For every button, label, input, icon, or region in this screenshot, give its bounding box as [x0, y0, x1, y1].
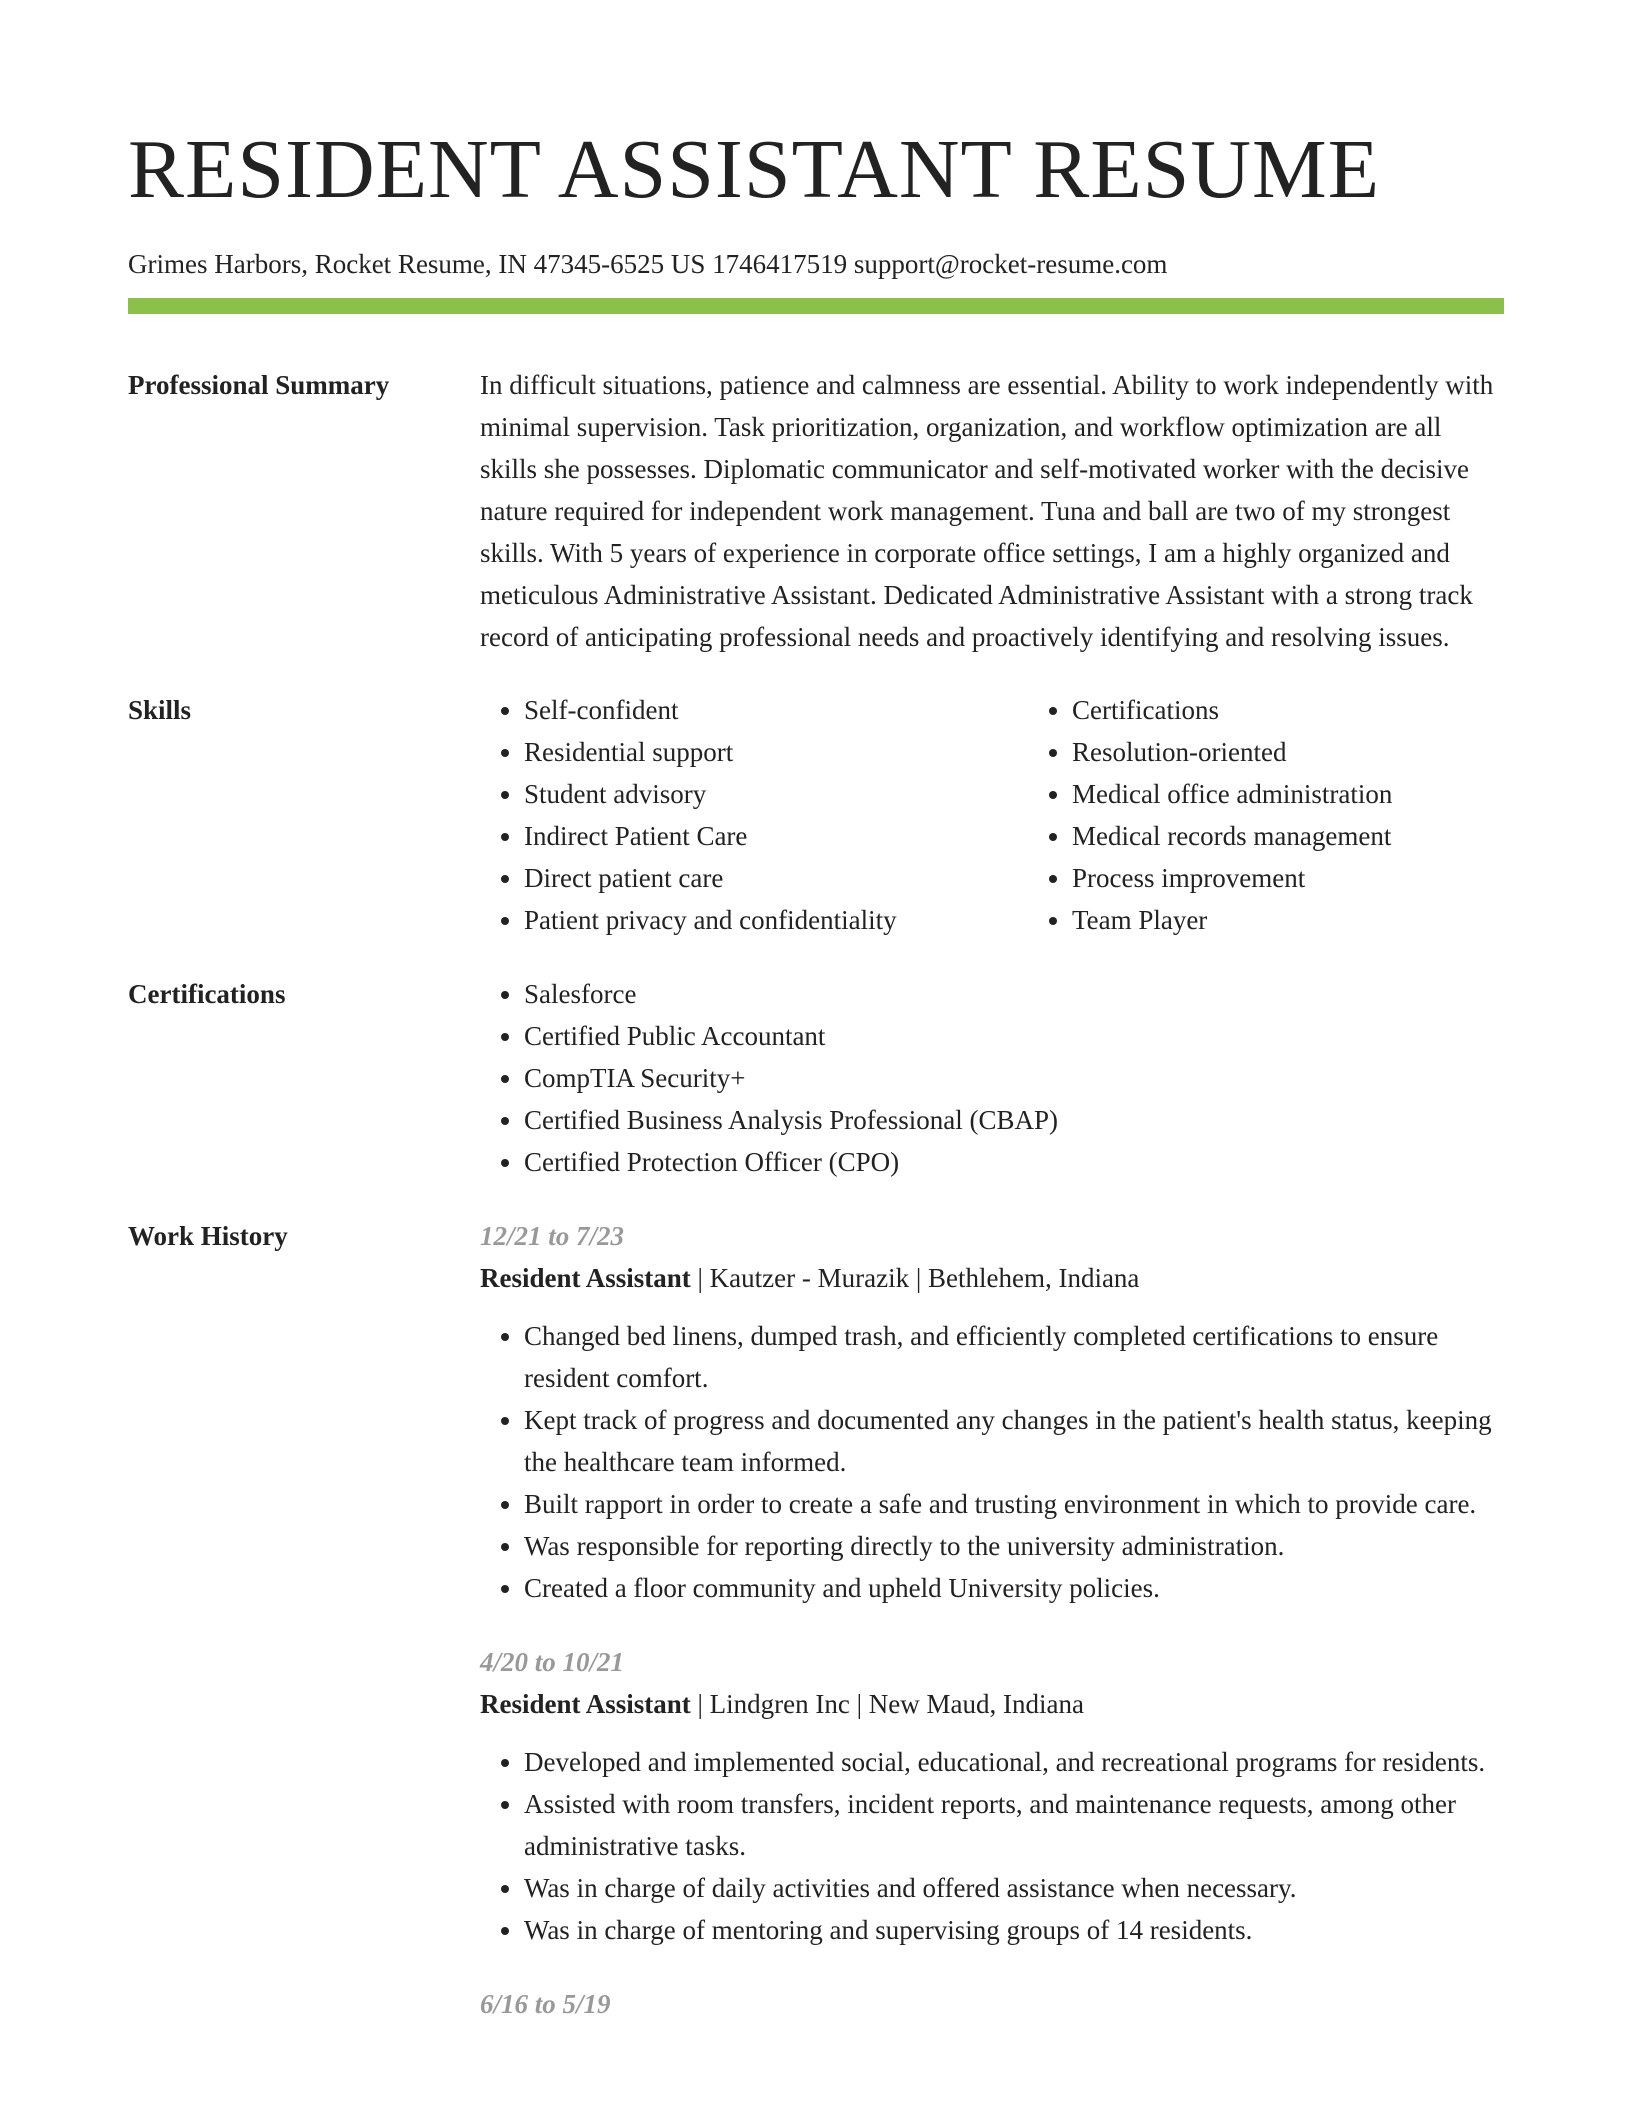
job-duty-item: • Assisted with room transfers, incident reports, and maintenance requests, among other administrative tasks. — [524, 1783, 1504, 1867]
job-employer-location: | Lindgren Inc | New Maud, Indiana — [690, 1689, 1084, 1719]
resume-page — [128, 0, 1504, 2057]
job-duties-list — [480, 1741, 1504, 1951]
section-label-summary: Professional Summary — [128, 370, 390, 400]
jobs-container — [480, 1215, 1504, 2057]
job-dates: 6/16 to 5/19 — [480, 1989, 611, 2019]
skill-item: • Patient privacy and confidentiality — [524, 899, 1028, 941]
skill-item: • Self-confident — [524, 689, 1028, 731]
certifications-list — [480, 973, 1504, 1183]
skill-item: • Certifications — [1072, 689, 1576, 731]
job-dates: 4/20 to 10/21 — [480, 1647, 625, 1677]
skill-item: • Indirect Patient Care — [524, 815, 1028, 857]
skill-item: • Direct patient care — [524, 857, 1028, 899]
job-duty-item: • Was in charge of mentoring and supervising groups of 14 residents. — [524, 1909, 1504, 1951]
job-entry — [480, 1641, 1504, 1951]
summary-text: In difficult situations, patience and calmness are essential. Ability to work independently with minimal supervision. Task prioritization, organization, and workflow optimization are all skills she possesses. Diplomatic communicator and self-motivated worker with the decisive nature required for independent work management. Tuna and ball are two of my strongest skills. With 5 years of experience in corporate office settings, I am a highly organized and meticulous Administrative Assistant. Dedicated Administrative Assistant with a strong track record of anticipating professional needs and proactively identifying and resolving issues. — [480, 370, 1494, 652]
job-heading — [480, 1257, 1504, 1299]
certification-item: • Certified Public Accountant — [524, 1015, 1504, 1057]
job-duty-item: • Built rapport in order to create a safe and trusting environment in which to provide care. — [524, 1483, 1504, 1525]
job-entry — [480, 1983, 1504, 2025]
section-label-work-history: Work History — [128, 1221, 288, 1251]
section-label-skills: Skills — [128, 695, 192, 725]
job-duty-item: • Was in charge of daily activities and offered assistance when necessary. — [524, 1867, 1504, 1909]
job-duty-item: • Changed bed linens, dumped trash, and efficiently completed certifications to ensure resident comfort. — [524, 1315, 1504, 1399]
certification-item: • CompTIA Security+ — [524, 1057, 1504, 1099]
work-history-section — [128, 1215, 1504, 2057]
section-label-certifications: Certifications — [128, 979, 286, 1009]
certification-item: • Salesforce — [524, 973, 1504, 1015]
resume-title: RESIDENT ASSISTANT RESUME — [128, 123, 1381, 216]
skills-list-right — [1028, 689, 1576, 941]
certification-item: • Certified Protection Officer (CPO) — [524, 1141, 1504, 1183]
job-entry — [480, 1215, 1504, 1609]
skill-item: • Team Player — [1072, 899, 1576, 941]
job-title: Resident Assistant — [480, 1689, 691, 1719]
skills-list-left — [480, 689, 1028, 941]
skill-item: • Student advisory — [524, 773, 1028, 815]
job-duty-item: • Developed and implemented social, educational, and recreational programs for residents. — [524, 1741, 1504, 1783]
skill-item: • Medical office administration — [1072, 773, 1576, 815]
skill-item: • Resolution-oriented — [1072, 731, 1576, 773]
job-dates: 12/21 to 7/23 — [480, 1221, 625, 1251]
accent-divider — [128, 298, 1504, 314]
certifications-section — [128, 973, 1504, 1183]
job-title: Resident Assistant — [480, 1263, 691, 1293]
professional-summary-section — [128, 364, 1504, 658]
skill-item: • Medical records management — [1072, 815, 1576, 857]
job-duties-list — [480, 1315, 1504, 1609]
contact-line: Grimes Harbors, Rocket Resume, IN 47345-6525 US 1746417519 support@rocket-resume.com — [128, 249, 1168, 279]
certification-item: • Certified Business Analysis Professional (CBAP) — [524, 1099, 1504, 1141]
job-duty-item: • Created a floor community and upheld University policies. — [524, 1567, 1504, 1609]
job-heading — [480, 1683, 1504, 1725]
skill-item: • Residential support — [524, 731, 1028, 773]
job-employer-location: | Kautzer - Murazik | Bethlehem, Indiana — [690, 1263, 1140, 1293]
job-duty-item: • Kept track of progress and documented any changes in the patient's health status, keeping the healthcare team informed. — [524, 1399, 1504, 1483]
job-duty-item: • Was responsible for reporting directly to the university administration. — [524, 1525, 1504, 1567]
skill-item: • Process improvement — [1072, 857, 1576, 899]
skills-section — [128, 689, 1504, 941]
